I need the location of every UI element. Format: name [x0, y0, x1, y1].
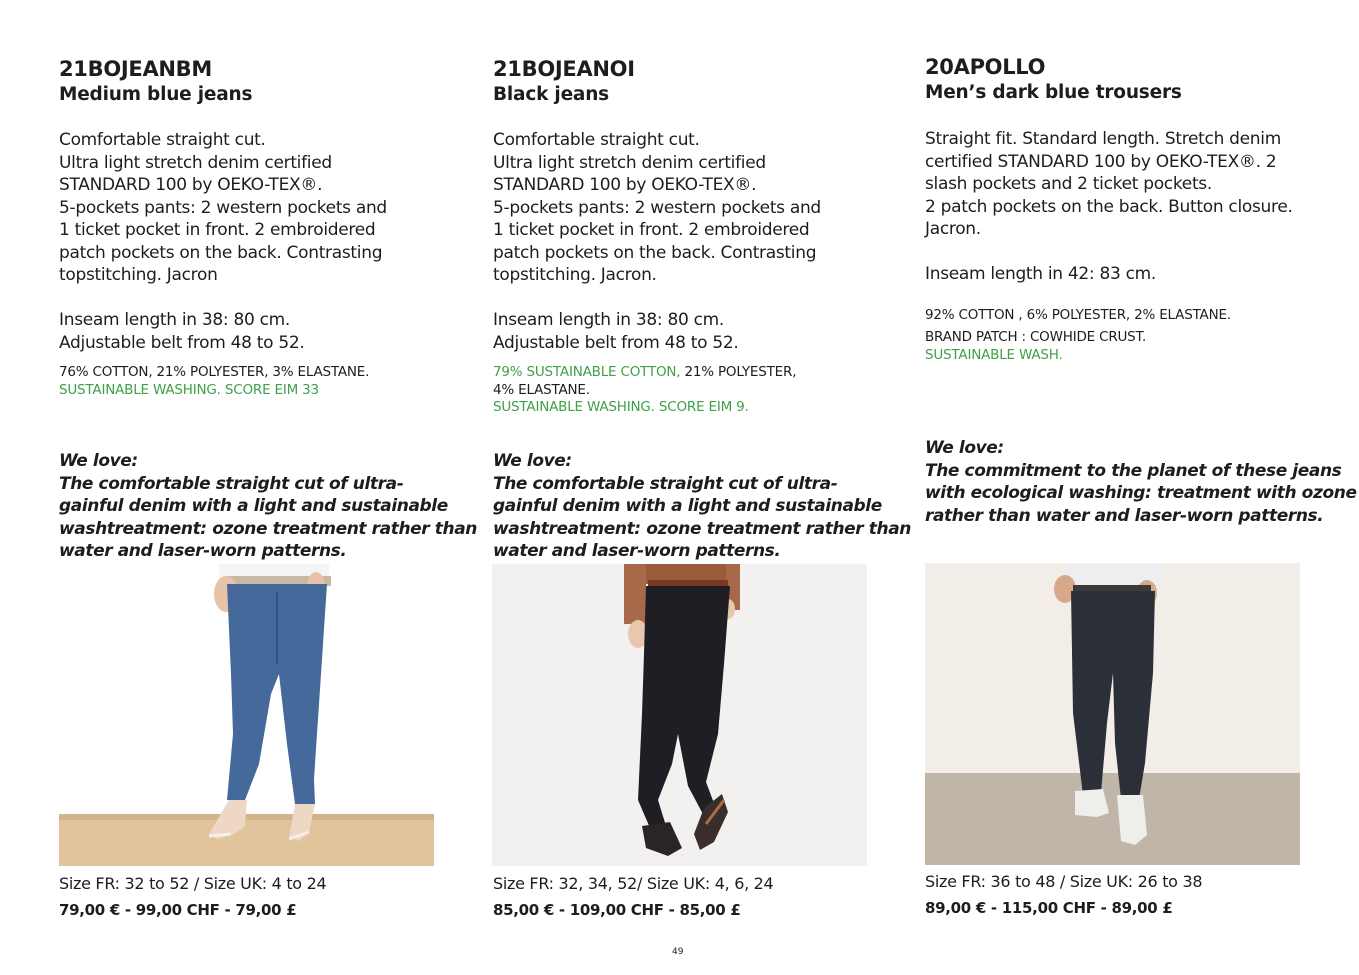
mens-dark-blue-trousers-photo [925, 563, 1300, 865]
composition-line [493, 399, 796, 417]
size-range: Size FR: 32, 34, 52/ Size UK: 4, 6, 24 [493, 874, 774, 893]
we-love-line: water and laser-worn patterns. [59, 541, 347, 561]
description-line: patch pockets on the back. Contrasting [493, 242, 817, 263]
description-line: STANDARD 100 by OEKO-TEX®. [59, 175, 323, 195]
description-line: topstitching. Jacron. [493, 265, 657, 285]
belt-line: Adjustable belt from 48 to 52. [59, 332, 305, 353]
description-line: 5-pockets pants: 2 western pockets and [59, 197, 387, 218]
description-line: topstitching. Jacron [59, 265, 218, 285]
inseam-info [925, 263, 1156, 286]
product-code: 20APOLLO [925, 55, 1046, 79]
composition-line [59, 382, 369, 400]
inseam-line: Inseam length in 42: 83 cm. [925, 264, 1156, 284]
composition-fabric: 4% ELASTANE. [493, 381, 590, 398]
medium-blue-jeans-photo [59, 564, 434, 866]
description-line: Comfortable straight cut. [59, 130, 266, 150]
description-line: 1 ticket pocket in front. 2 embroidered [493, 220, 810, 240]
composition-fabric: 76% COTTON, 21% POLYESTER, 3% ELASTANE. [59, 364, 370, 380]
inseam-info [59, 309, 305, 354]
composition-line [493, 364, 796, 382]
product-code: 21BOJEANOI [493, 57, 635, 81]
we-love-section [925, 437, 1357, 527]
description-line: Jacron. [925, 219, 981, 239]
we-love-line: water and laser-worn patterns. [493, 541, 781, 561]
inseam-line: Inseam length in 38: 80 cm. [493, 310, 724, 330]
product-name: Black jeans [493, 84, 609, 105]
description-line: slash pockets and 2 ticket pockets. [925, 174, 1212, 194]
we-love-label: We love: [59, 451, 138, 471]
product-name: Men’s dark blue trousers [925, 82, 1182, 103]
product-name: Medium blue jeans [59, 84, 253, 105]
sustainable-washing-note: SUSTAINABLE WASHING. SCORE EIM 33 [59, 381, 319, 398]
we-love-line: The commitment to the planet of these jeans [925, 460, 1342, 481]
description-line: patch pockets on the back. Contrasting [59, 242, 383, 263]
description-line: Ultra light stretch denim certified [493, 152, 766, 173]
description-line: STANDARD 100 by OEKO-TEX®. [493, 175, 757, 195]
we-love-line: The comfortable straight cut of ultra- [59, 473, 404, 494]
composition-fabric: 92% COTTON , 6% POLYESTER, 2% ELASTANE. [925, 307, 1231, 323]
page-number: 49 [672, 947, 684, 957]
we-love-line: The comfortable straight cut of ultra- [493, 473, 838, 494]
we-love-line: gainful denim with a light and sustainable [59, 496, 448, 516]
composition-line [925, 305, 1231, 325]
description-line: 2 patch pockets on the back. Button closure. [925, 196, 1293, 217]
price: 85,00 € - 109,00 CHF - 85,00 £ [493, 901, 741, 919]
composition-fabric: 21% POLYESTER, [680, 364, 797, 380]
we-love-section [59, 450, 477, 563]
price: 89,00 € - 115,00 CHF - 89,00 £ [925, 899, 1173, 917]
description-line: 1 ticket pocket in front. 2 embroidered [59, 220, 376, 240]
sustainable-wash-note: SUSTAINABLE WASH. [925, 347, 1063, 363]
composition [925, 305, 1231, 365]
composition [493, 364, 796, 417]
brand-patch-note: BRAND PATCH : COWHIDE CRUST. [925, 329, 1147, 345]
composition-line [925, 327, 1231, 347]
composition-line [925, 345, 1231, 365]
we-love-line: washtreatment: ozone treatment rather than [493, 518, 911, 539]
description-line: Comfortable straight cut. [493, 130, 700, 150]
product-code: 21BOJEANBM [59, 57, 212, 81]
inseam-line: Inseam length in 38: 80 cm. [59, 310, 290, 330]
inseam-info [493, 309, 739, 354]
size-range: Size FR: 36 to 48 / Size UK: 26 to 38 [925, 872, 1203, 891]
we-love-label: We love: [493, 451, 572, 471]
belt-line: Adjustable belt from 48 to 52. [493, 332, 739, 353]
composition-line [493, 382, 796, 400]
product-description [493, 129, 821, 287]
we-love-line: washtreatment: ozone treatment rather than [59, 518, 477, 539]
we-love-line: gainful denim with a light and sustainable [493, 496, 882, 516]
black-jeans-photo [492, 564, 867, 866]
description-line: Ultra light stretch denim certified [59, 152, 332, 173]
sustainable-washing-note: SUSTAINABLE WASHING. SCORE EIM 9. [493, 399, 749, 415]
product-description [59, 129, 387, 287]
composition [59, 364, 369, 399]
product-description [925, 128, 1293, 241]
we-love-label: We love: [925, 438, 1004, 458]
description-line: certified STANDARD 100 by OEKO-TEX®. 2 [925, 151, 1277, 172]
size-range: Size FR: 32 to 52 / Size UK: 4 to 24 [59, 874, 327, 893]
we-love-section [493, 450, 911, 563]
we-love-line: with ecological washing: treatment with ozone [925, 483, 1357, 503]
description-line: 5-pockets pants: 2 western pockets and [493, 197, 821, 218]
description-line: Straight fit. Standard length. Stretch denim [925, 129, 1281, 149]
sustainable-cotton-note: 79% SUSTAINABLE COTTON, [493, 364, 681, 380]
composition-line [59, 364, 369, 382]
price: 79,00 € - 99,00 CHF - 79,00 £ [59, 901, 297, 919]
we-love-line: rather than water and laser-worn patterns. [925, 505, 1324, 526]
